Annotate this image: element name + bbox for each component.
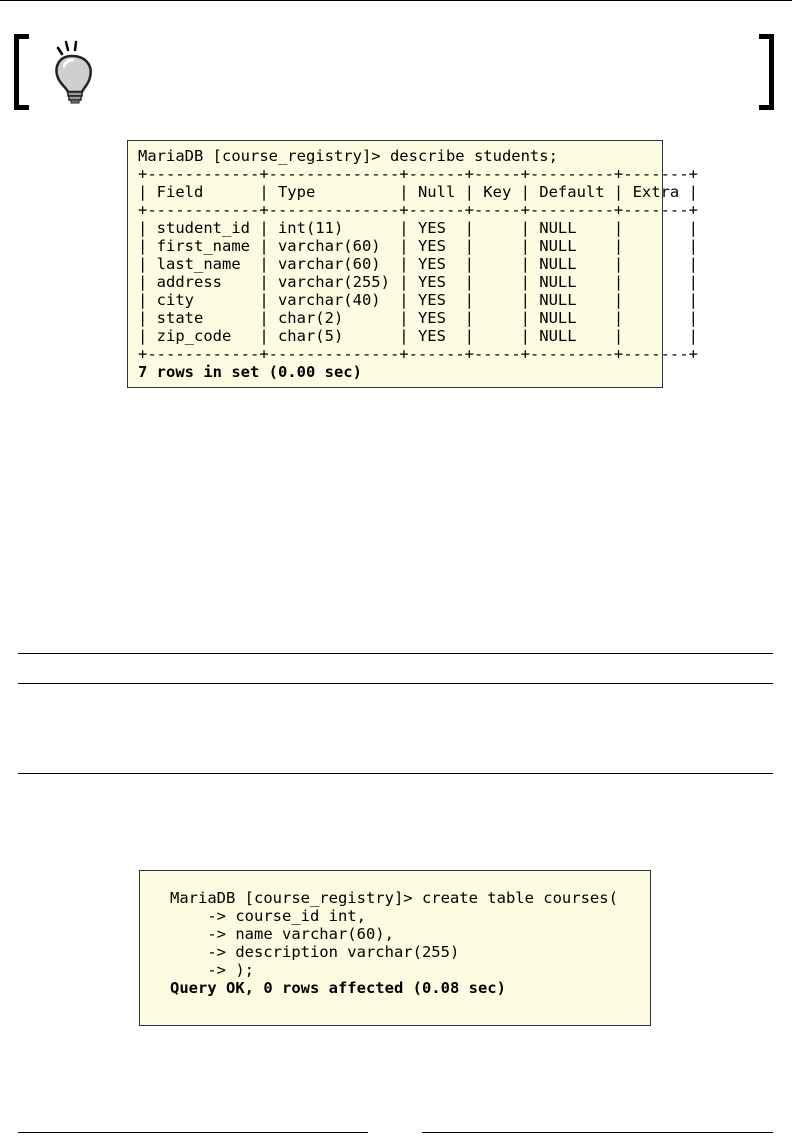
table-row: | state | char(2) | YES | | NULL | | [138,309,698,327]
create-line: MariaDB [course_registry]> create table courses( [170,889,618,907]
table-header-row: | Field | Type | Null | Key | Default | Extra | [138,183,698,201]
tip-bracket-right [759,34,774,110]
describe-students-screenshot [127,140,698,388]
create-line: -> name varchar(60), [170,925,394,943]
footer-rule-left [18,1132,368,1133]
lightbulb-icon [44,38,100,104]
table-separator-bottom: +------------+--------------+------+-----+---------+-------+ [138,345,698,363]
table-separator-top: +------------+--------------+------+-----+---------+-------+ [138,165,698,183]
create-line: -> ); [170,961,254,979]
rows-in-set-footer: 7 rows in set (0.00 sec) [138,363,362,381]
table-row: | zip_code | char(5) | YES | | NULL | | [138,327,698,345]
query-ok-result: Query OK, 0 rows affected (0.08 sec) [170,979,506,997]
section-rule-1 [18,653,773,654]
table-row: | city | varchar(40) | YES | | NULL | | [138,291,698,309]
table-row: | last_name | varchar(60) | YES | | NULL | | [138,255,698,273]
section-rule-3 [18,773,773,774]
top-rule [0,0,792,1]
describe-prompt: MariaDB [course_registry]> describe students; [138,147,558,165]
table-row: | student_id | int(11) | YES | | NULL | | [138,219,698,237]
table-separator-mid: +------------+--------------+------+-----+---------+-------+ [138,201,698,219]
tip-bracket-left [14,34,29,110]
section-rule-2 [18,683,773,684]
create-line: -> course_id int, [170,907,366,925]
create-line: -> description varchar(255) [170,943,460,961]
table-row: | address | varchar(255) | YES | | NULL | | [138,273,698,291]
footer-rule-right [422,1132,773,1133]
table-row: | first_name | varchar(60) | YES | | NULL | | [138,237,698,255]
create-table-screenshot [139,870,651,1026]
